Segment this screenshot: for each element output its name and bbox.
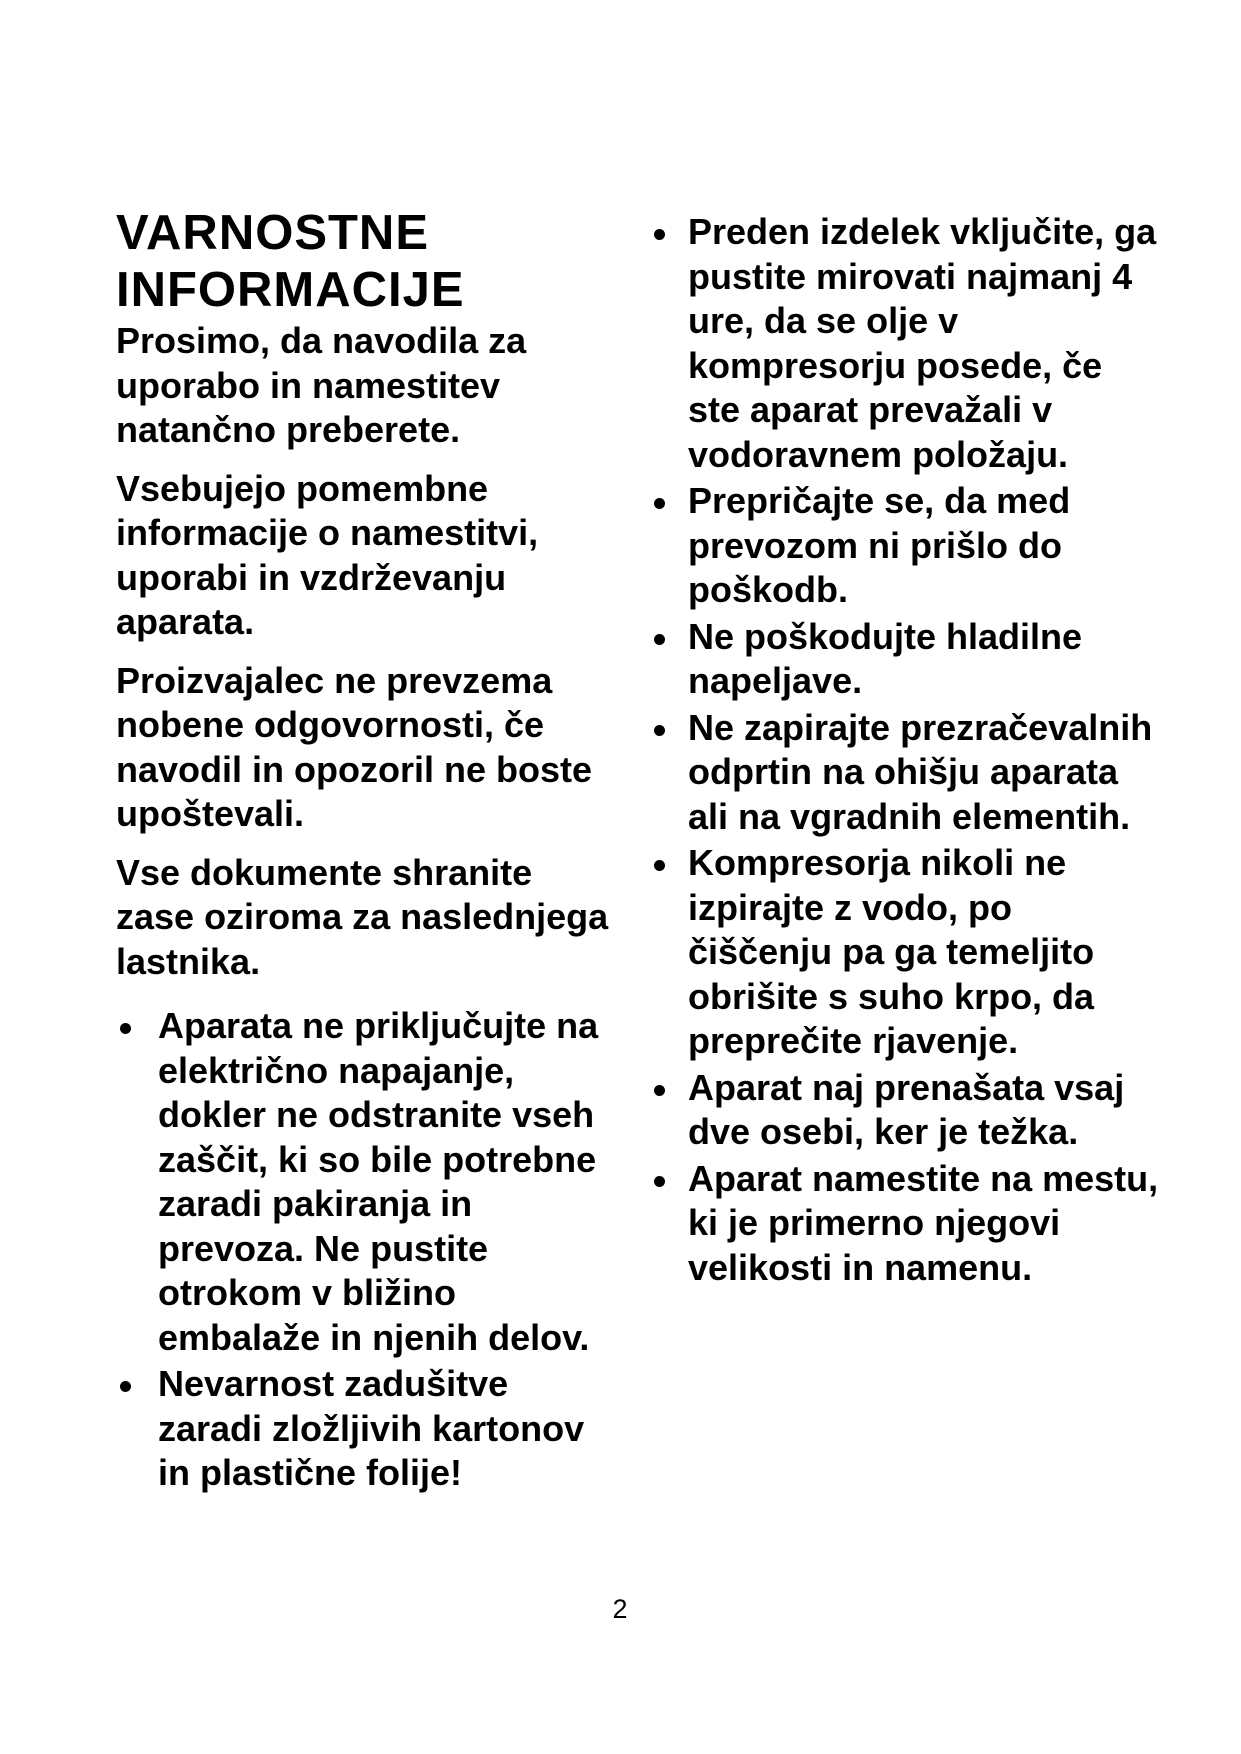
list-item-text: Ne poškodujte hladilne napeljave. (688, 615, 1083, 701)
page-title (116, 205, 536, 319)
title-line-2: INFORMACIJE (116, 263, 465, 317)
list-item (650, 706, 1160, 840)
liability-paragraph: Proizvajalec ne prevzema nobene odgovornosti, če navodil in opozoril ne boste upoštevali. (116, 659, 593, 834)
right-column (650, 210, 1160, 1292)
right-bullet-list (650, 210, 1160, 1290)
list-item (650, 841, 1160, 1064)
list-item (650, 210, 1160, 477)
list-item (650, 1157, 1160, 1291)
left-bullet-list (116, 1004, 616, 1496)
list-item (650, 479, 1160, 613)
bullet-icon (654, 498, 665, 509)
storage-paragraph: Vse dokumente shranite zase oziroma za naslednjega lastnika. (116, 851, 609, 982)
title-line-1: VARNOSTNE (116, 206, 430, 260)
bullet-icon (654, 725, 665, 736)
list-item-text: Aparat namestite na mestu, ki je primerno njegovi velikosti in namenu. (688, 1157, 1159, 1288)
bullet-icon (120, 1381, 131, 1392)
left-column (116, 205, 616, 1498)
list-item (650, 1066, 1160, 1155)
page-number: 2 (612, 1594, 628, 1624)
bullet-icon (654, 1085, 665, 1096)
list-item-text: Kompresorja nikoli ne izpirajte z vodo, po čiščenju pa ga temeljito obrišite s suho krpo, da preprečite rjavenje. (688, 842, 1095, 1061)
bullet-icon (120, 1023, 131, 1034)
bullet-icon (654, 229, 665, 240)
bullet-icon (654, 1176, 665, 1187)
list-item-text: Ne zapirajte prezračevalnih odprtin na ohišju aparata ali na vgradnih elementih. (688, 706, 1153, 837)
list-item-text: Aparat naj prenašata vsaj dve osebi, ker je težka. (688, 1066, 1125, 1152)
list-item-text: Aparata ne priključujte na električno napajanje, dokler ne odstranite vseh zaščit, ki so bile potrebne zaradi pakiranja in prevoza. Ne pustite otrokom v bližino embalaže in njenih delov. (158, 1005, 599, 1358)
list-item (116, 1362, 616, 1496)
list-item-text: Prepričajte se, da med prevozom ni prišlo do poškodb. (688, 480, 1071, 610)
list-item (116, 1004, 616, 1360)
bullet-icon (654, 634, 665, 645)
intro-paragraph: Prosimo, da navodila za uporabo in namestitev natančno preberete. (116, 320, 527, 450)
bullet-icon (654, 860, 665, 871)
list-item-text: Preden izdelek vključite, ga pustite mirovati najmanj 4 ure, da se olje v kompresorju posede, če ste aparat prevažali v vodoravnem položaju. (688, 211, 1157, 475)
list-item-text: Nevarnost zadušitve zaradi zložljivih kartonov in plastične folije! (158, 1363, 585, 1493)
list-item (650, 615, 1160, 704)
contents-paragraph: Vsebujejo pomembne informacije o namestitvi, uporabi in vzdrževanju aparata. (116, 467, 539, 642)
